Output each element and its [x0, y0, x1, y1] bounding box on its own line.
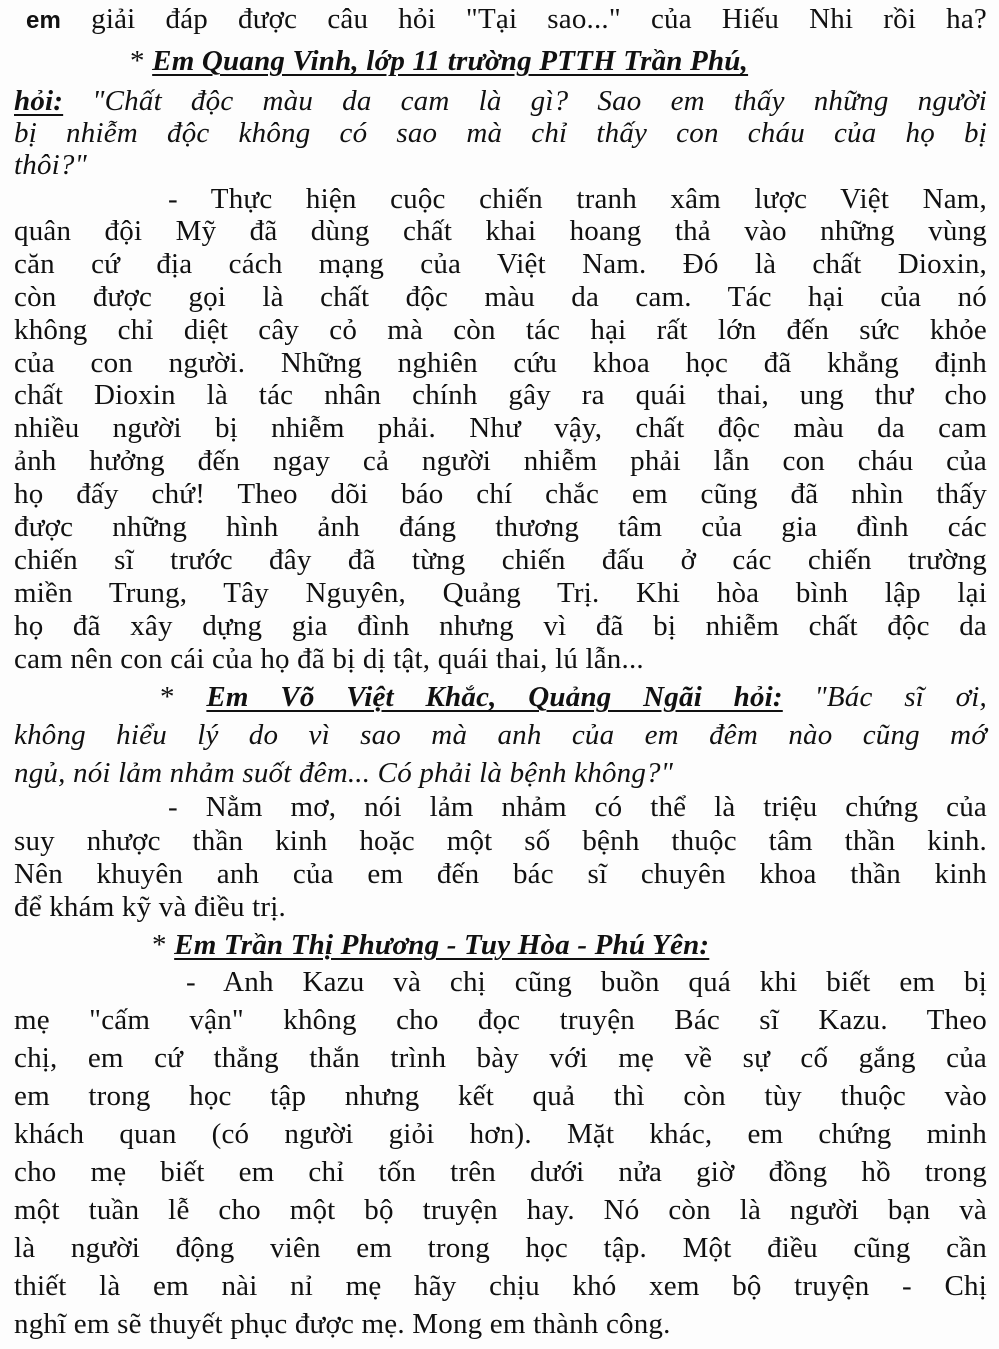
heading-text: Em Trần Thị Phương - Tuy Hòa - Phú Yên:	[174, 929, 710, 961]
answer-line: còn được gọi là chất độc màu da cam. Tác hại của nó	[14, 281, 987, 313]
answer-line: chất Dioxin là tác nhân chính gây ra quái thai, ung thư cho	[14, 379, 987, 411]
answer-line: căn cứ địa cách mạng của Việt Nam. Đó là chất Dioxin,	[14, 248, 987, 280]
bullet-star: *	[152, 929, 175, 961]
answer-line: nhiều người bị nhiễm phải. Như vậy, chất độc màu da cam	[14, 412, 987, 444]
answer-line: để khám kỹ và điều trị.	[14, 891, 286, 923]
question-heading-3	[152, 928, 987, 962]
answer-line: thiết là em nài nỉ mẹ hãy chịu khó xem bộ truyện - Chị	[14, 1270, 987, 1302]
answer-line: mẹ "cấm vận" không cho đọc truyện Bác sĩ Kazu. Theo	[14, 1004, 987, 1036]
answer-line: Nên khuyên anh của em đến bác sĩ chuyên khoa thần kinh	[14, 858, 987, 890]
answer-line: của con người. Những nghiên cứu khoa học đã khẳng định	[14, 347, 987, 379]
answer-line: họ đấy chứ! Theo dõi báo chí chắc em cũng đã nhìn thấy	[14, 478, 987, 510]
answer-line: cho mẹ biết em chỉ tốn trên dưới nửa giờ đồng hồ trong	[14, 1156, 987, 1188]
answer-line: chiến sĩ trước đây đã từng chiến đấu ở các chiến trường	[14, 544, 987, 576]
bullet-star: *	[160, 681, 207, 713]
answer-line: - Nằm mơ, nói lảm nhảm có thể là triệu chứng của	[168, 791, 987, 823]
question-line	[14, 84, 987, 118]
line-text: giải đáp được câu hỏi "Tại sao..." của Hiếu Nhi rồi ha?	[61, 3, 987, 35]
question-line: bị nhiễm độc không có sao mà chỉ thấy con cháu của họ bị	[14, 117, 987, 149]
question-line: thôi?"	[14, 149, 87, 181]
question-heading-2	[160, 680, 987, 714]
question-heading-1	[130, 44, 987, 78]
answer-line: khách quan (có người giỏi hơn). Mặt khác, em chứng minh	[14, 1118, 987, 1150]
answer-line: chị, em cứ thẳng thắn trình bày với mẹ về sự cố gắng của	[14, 1042, 987, 1074]
answer-line: - Thực hiện cuộc chiến tranh xâm lược Việt Nam,	[168, 183, 987, 215]
heading-text: Em Võ Việt Khắc, Quảng Ngãi hỏi:	[206, 681, 783, 713]
question-line: không hiểu lý do vì sao mà anh của em đêm nào cũng mớ	[14, 719, 987, 751]
question-text: "Chất độc màu da cam là gì? Sao em thấy những người	[63, 85, 987, 117]
answer-line: họ đã xây dựng gia đình nhưng vì đã bị nhiễm chất độc da	[14, 610, 987, 642]
answer-line: một tuần lễ cho một bộ truyện hay. Nó còn là người bạn và	[14, 1194, 987, 1226]
answer-line: miền Trung, Tây Nguyên, Quảng Trị. Khi hòa bình lập lại	[14, 577, 987, 609]
answer-line: được những hình ảnh đáng thương tâm của gia đình các	[14, 511, 987, 543]
text-line	[26, 2, 987, 38]
question-text: "Bác sĩ ơi,	[782, 681, 988, 713]
question-line: ngủ, nói lảm nhảm suốt đêm... Có phải là bệnh không?"	[14, 757, 674, 789]
answer-line: suy nhược thần kinh hoặc một số bệnh thuộc tâm thần kinh.	[14, 825, 987, 857]
bullet-star: *	[130, 45, 153, 77]
answer-line: cam nên con cái của họ đã bị dị tật, quái thai, lú lẫn...	[14, 643, 644, 675]
answer-line: ảnh hưởng đến ngay cả người nhiễm phải lẫn con cháu của	[14, 445, 987, 477]
answer-line: - Anh Kazu và chị cũng buồn quá khi biết em bị	[186, 966, 987, 998]
heading-text: Em Quang Vinh, lớp 11 trường PTTH Trần Phú,	[152, 45, 749, 77]
answer-line: nghĩ em sẽ thuyết phục được mẹ. Mong em thành công.	[14, 1308, 671, 1340]
answer-line: không chỉ diệt cây cỏ mà còn tác hại rất lớn đến sức khỏe	[14, 314, 987, 346]
heading-text: hỏi:	[14, 85, 64, 117]
answer-line: là người động viên em trong học tập. Một điều cũng cần	[14, 1232, 987, 1264]
answer-line: em trong học tập nhưng kết quả thì còn tùy thuộc vào	[14, 1080, 987, 1112]
first-word: em	[26, 7, 62, 34]
answer-line: quân đội Mỹ đã dùng chất khai hoang thả vào những vùng	[14, 215, 987, 247]
